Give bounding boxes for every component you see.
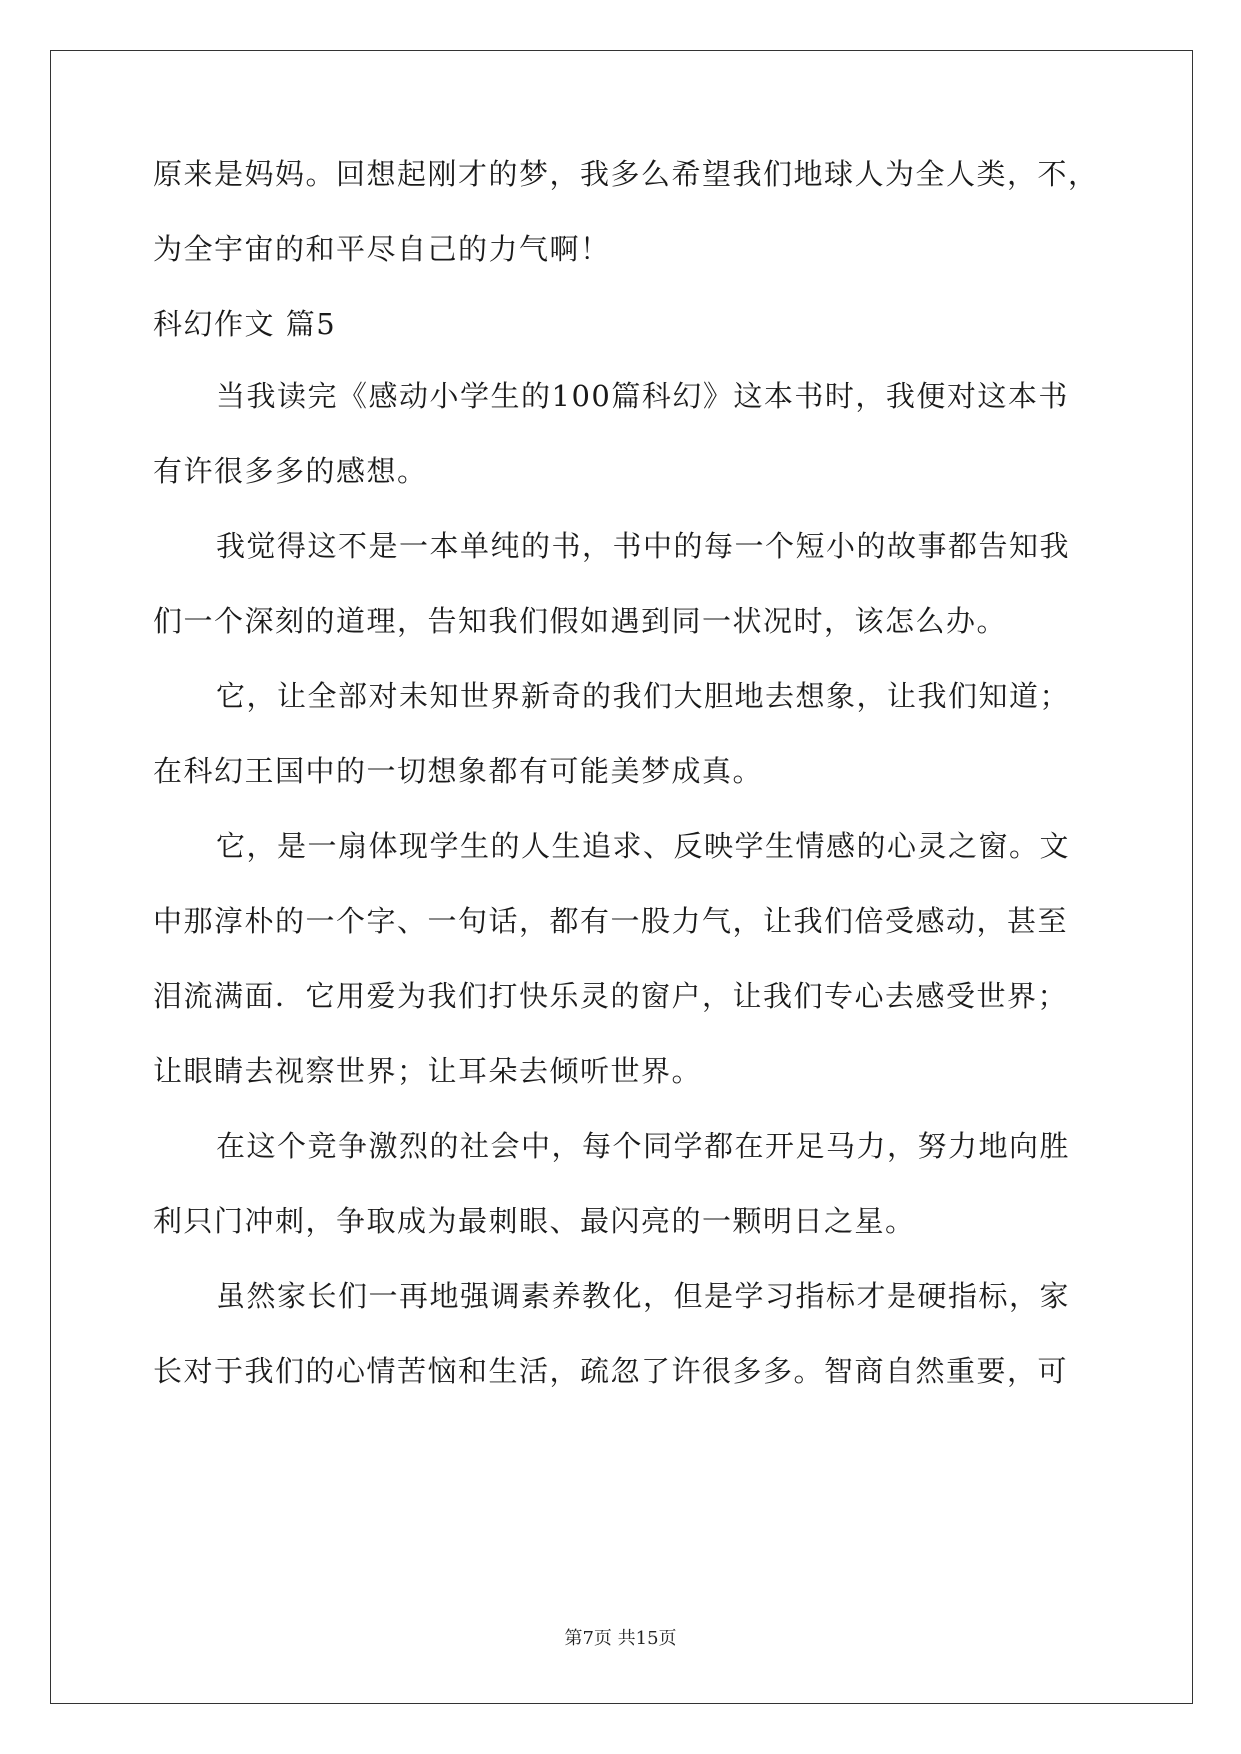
text-line: 中那淳朴的一个字、一句话，都有一股力气，让我们倍受感动，甚至 [153,904,1069,938]
paragraph-first-line: 它，让全部对未知世界新奇的我们大胆地去想象，让我们知道； [216,679,1071,713]
text-line: 让眼睛去视察世界；让耳朵去倾听世界。 [153,1054,703,1088]
paragraph-first-line: 我觉得这不是一本单纯的书，书中的每一个短小的故事都告知我 [216,529,1071,563]
text-line: 利只门冲刺，争取成为最刺眼、最闪亮的一颗明日之星。 [153,1204,916,1238]
text-line: 泪流满面．它用爱为我们打快乐灵的窗户，让我们专心去感受世界； [153,979,1069,1013]
paragraph-first-line: 在这个竞争激烈的社会中，每个同学都在开足马力，努力地向胜 [216,1129,1071,1163]
paragraph-first-line: 虽然家长们一再地强调素养教化，但是学习指标才是硬指标，家 [216,1279,1071,1313]
page-border [50,50,1193,1704]
text-line: 为全宇宙的和平尽自己的力气啊！ [153,232,611,266]
page-number-footer: 第7页 共15页 [564,1628,677,1649]
text-line: 原来是妈妈。回想起刚才的梦，我多么希望我们地球人为全人类，不， [153,157,1099,191]
text-line: 长对于我们的心情苦恼和生活，疏忽了许很多多。智商自然重要，可 [153,1354,1069,1388]
text-line: 们一个深刻的道理，告知我们假如遇到同一状况时，该怎么办。 [153,604,1008,638]
section-heading: 科幻作文 篇5 [153,307,337,341]
paragraph-first-line: 它，是一扇体现学生的人生追求、反映学生情感的心灵之窗。文 [216,829,1071,863]
text-line: 有许很多多的感想。 [153,454,428,488]
text-line: 在科幻王国中的一切想象都有可能美梦成真。 [153,754,764,788]
paragraph-first-line: 当我读完《感动小学生的100篇科幻》这本书时，我便对这本书 [216,379,1069,413]
